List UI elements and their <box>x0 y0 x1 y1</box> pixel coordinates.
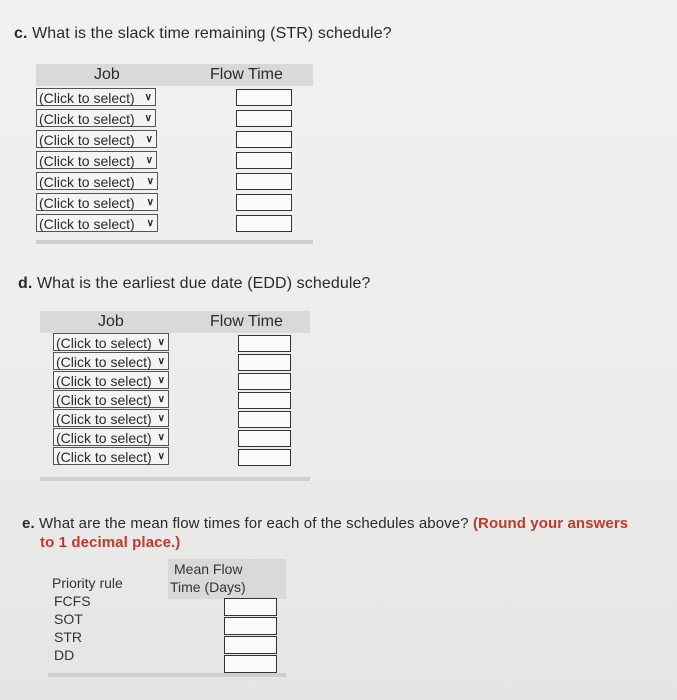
table-d-col-job: Job <box>98 313 124 330</box>
job-select-c-6[interactable]: (Click to select) ∨ <box>36 193 158 211</box>
question-d <box>18 275 371 293</box>
chevron-down-icon: ∨ <box>145 155 153 166</box>
question-e-letter: e. <box>22 515 35 532</box>
chevron-down-icon: ∨ <box>145 134 153 145</box>
question-e-text: What are the mean flow times for each of the schedules above? <box>39 515 469 532</box>
table-d-rows <box>40 333 310 473</box>
table-e-col-rule: Priority rule <box>52 575 123 591</box>
flow-time-input-d-6[interactable] <box>238 430 291 447</box>
question-e <box>22 514 672 552</box>
flow-time-input-c-3[interactable] <box>236 131 292 148</box>
job-select-c-7[interactable]: (Click to select) ∨ <box>36 214 158 232</box>
chevron-down-icon: ∨ <box>146 218 154 229</box>
job-select-c-2[interactable]: (Click to select) ∨ <box>36 109 156 127</box>
chevron-down-icon: ∨ <box>144 92 152 103</box>
job-select-c-3[interactable]: (Click to select) ∨ <box>36 130 157 148</box>
rule-label-dd: DD <box>54 647 75 663</box>
table-e <box>48 557 286 677</box>
question-c <box>14 25 392 43</box>
job-select-d-2[interactable]: (Click to select) ∨ <box>53 352 169 370</box>
chevron-down-icon: ∨ <box>157 375 165 386</box>
question-e-note-2: to 1 decimal place.) <box>40 534 181 551</box>
question-d-letter: d. <box>18 275 33 292</box>
table-c-footer <box>36 240 313 244</box>
table-c-col-flow: Flow Time <box>210 66 283 83</box>
rule-label-sot: SOT <box>54 611 83 627</box>
job-select-d-3[interactable]: (Click to select) ∨ <box>53 371 169 389</box>
chevron-down-icon: ∨ <box>157 356 165 367</box>
chevron-down-icon: ∨ <box>157 451 165 462</box>
job-select-c-5[interactable]: (Click to select) ∨ <box>36 172 158 190</box>
flow-time-input-d-7[interactable] <box>238 449 291 466</box>
chevron-down-icon: ∨ <box>157 394 165 405</box>
flow-time-input-c-4[interactable] <box>236 152 292 169</box>
flow-time-input-c-5[interactable] <box>236 173 292 190</box>
flow-time-input-d-3[interactable] <box>238 373 291 390</box>
flow-time-input-d-2[interactable] <box>238 354 291 371</box>
question-c-text: What is the slack time remaining (STR) schedule? <box>32 25 392 42</box>
chevron-down-icon: ∨ <box>157 432 165 443</box>
table-c <box>36 64 313 238</box>
job-select-d-6[interactable]: (Click to select) ∨ <box>53 428 169 446</box>
job-select-d-1[interactable]: (Click to select) ∨ <box>53 333 169 351</box>
table-e-col-mean-2: Time (Days) <box>170 579 246 595</box>
chevron-down-icon: ∨ <box>146 176 154 187</box>
question-c-letter: c. <box>14 25 28 42</box>
rule-label-fcfs: FCFS <box>54 593 91 609</box>
job-select-c-4[interactable]: (Click to select) ∨ <box>36 151 157 169</box>
chevron-down-icon: ∨ <box>157 337 165 348</box>
mean-flow-input-sot[interactable] <box>224 617 277 635</box>
flow-time-input-d-4[interactable] <box>238 392 291 409</box>
table-e-footer <box>48 673 286 677</box>
job-select-d-5[interactable]: (Click to select) ∨ <box>53 409 169 427</box>
job-select-d-7[interactable]: (Click to select) ∨ <box>53 447 169 465</box>
table-c-header <box>36 64 313 86</box>
job-select-d-4[interactable]: (Click to select) ∨ <box>53 390 169 408</box>
table-d-footer <box>40 477 310 481</box>
table-d-header <box>40 311 310 333</box>
flow-time-input-d-1[interactable] <box>238 335 291 352</box>
flow-time-input-c-7[interactable] <box>236 215 292 232</box>
flow-time-input-c-6[interactable] <box>236 194 292 211</box>
chevron-down-icon: ∨ <box>146 197 154 208</box>
table-d <box>40 311 310 473</box>
mean-flow-input-str[interactable] <box>224 636 277 654</box>
mean-flow-input-dd[interactable] <box>224 655 277 673</box>
table-e-col-mean-1: Mean Flow <box>174 561 243 577</box>
question-e-note-1: (Round your answers <box>472 515 629 532</box>
chevron-down-icon: ∨ <box>144 113 152 124</box>
flow-time-input-d-5[interactable] <box>238 411 291 428</box>
mean-flow-input-fcfs[interactable] <box>224 598 277 616</box>
rule-label-str: STR <box>54 629 82 645</box>
chevron-down-icon: ∨ <box>157 413 165 424</box>
job-select-c-1[interactable]: (Click to select) ∨ <box>36 88 156 106</box>
table-c-rows <box>36 86 313 238</box>
table-c-col-job: Job <box>94 66 120 83</box>
question-d-text: What is the earliest due date (EDD) schedule? <box>36 275 371 292</box>
flow-time-input-c-1[interactable] <box>236 89 292 106</box>
table-d-col-flow: Flow Time <box>210 313 283 330</box>
flow-time-input-c-2[interactable] <box>236 110 292 127</box>
